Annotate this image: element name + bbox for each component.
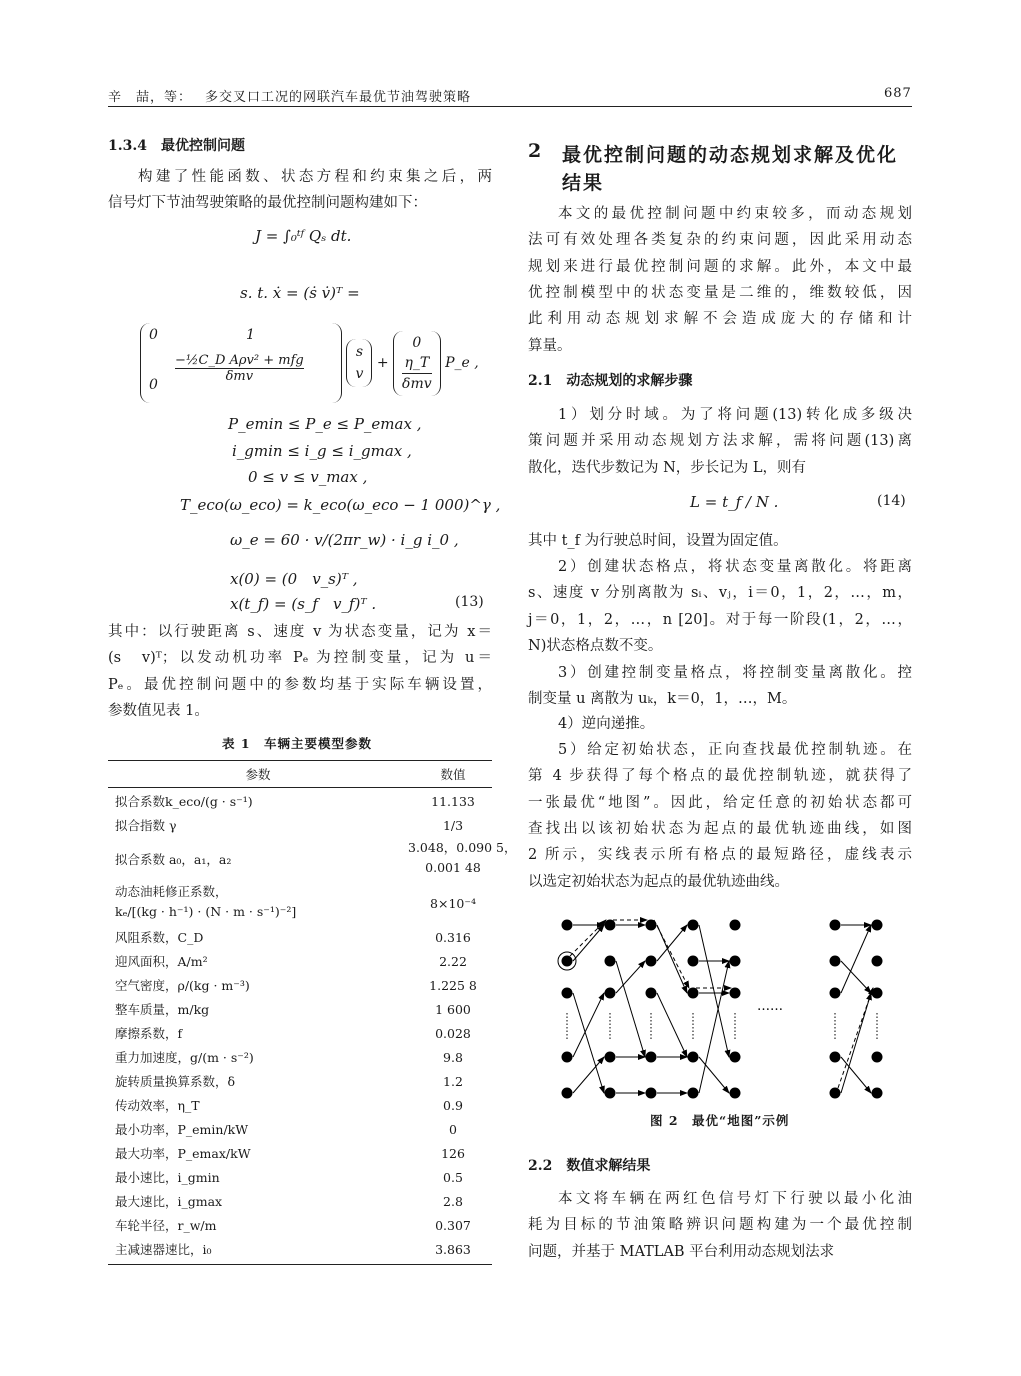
shortest-path-edge: [657, 925, 687, 961]
table-row: [108, 1166, 492, 1190]
param-cell: 旋转质量换算系数，δ: [115, 1074, 236, 1089]
step2-paragraph-line: N)状态格点数不变。: [528, 637, 663, 654]
table-row: [108, 974, 492, 998]
value-cell: 0.316: [435, 930, 471, 945]
table-row: [108, 950, 492, 974]
table-row: [108, 838, 517, 882]
dp-intro-paragraph-line: 法可有效处理各类复杂的约束问题，因此采用动态: [528, 232, 912, 249]
grid-node: [605, 1088, 616, 1099]
table-header-rule: [108, 787, 492, 788]
table-row: [108, 814, 492, 838]
step2-paragraph-line: s、速度 v 分别离散为 sᵢ、vⱼ，i＝0，1，2，…，m，: [528, 585, 912, 602]
section-heading-2: 最优控制问题的动态规划求解及优化: [562, 144, 899, 166]
grid-node: [646, 956, 657, 967]
eq-number-13: (13): [455, 594, 484, 610]
eq-cost-function: J = ∫₀ᵗᶠ Qₛ dt.: [255, 227, 352, 245]
param-cell: 整车质量，m/kg: [115, 1002, 210, 1017]
input-vector: 0 $\frac{\eta\_T}{\text{δmv}}$: [393, 331, 441, 396]
table-bottom-rule: [108, 1264, 492, 1265]
control-pe: P_e ,: [445, 355, 479, 371]
step1-paragraph-line: 策问题并采用动态规划方法求解，需将问题(13)离: [528, 433, 912, 450]
step5-paragraph-line: 一张最优“地图”。因此，给定任意的初始状态都可: [528, 794, 912, 811]
explain-paragraph-line: (s v)ᵀ；以发动机功率 Pₑ 为控制变量，记为 u＝: [108, 650, 492, 667]
intro-paragraph-line: 构建了性能函数、状态方程和约束集之后，两: [138, 169, 492, 185]
explain-paragraph-line: 其中：以行驶距离 s、速度 v 为状态变量，记为 x＝: [108, 624, 492, 640]
value-cell: 1.225 8: [429, 978, 477, 993]
value-cell: 0.9: [443, 1098, 463, 1113]
section-number-2: 2: [528, 140, 544, 162]
param-cell: 拟合系数 a₀，a₁，a₂: [115, 852, 232, 867]
grid-node: [646, 1052, 657, 1063]
intro-paragraph-line: 信号灯下节油驾驶策略的最优控制问题构建如下：: [108, 195, 427, 212]
eq-number-14: (14): [877, 493, 906, 509]
value-cell: 3.048，0.090 5， 0.001 48: [408, 840, 517, 875]
table-row: [108, 998, 492, 1022]
table-row: [108, 1190, 492, 1214]
grid-node: [872, 1088, 883, 1099]
grid-node: [688, 988, 699, 999]
step1-paragraph-line: 散化，迭代步数记为 N，步长记为 L，则有: [528, 459, 807, 476]
dp-intro-paragraph-line: 优控制模型中的状态变量是二维的，维数较低，因: [528, 284, 912, 301]
eq-initial-state: x(0) = (0 v_s)ᵀ ,: [230, 570, 358, 588]
grid-node: [872, 1052, 883, 1063]
shortest-path-edge: [699, 961, 729, 1093]
grid-node: [688, 920, 699, 931]
results-paragraph-line: 耗为目标的节油策略辨识问题构建为一个最优控制: [528, 1217, 912, 1234]
grid-node: [872, 988, 883, 999]
step3-paragraph-line: 制变量 u 离散为 uₖ，k＝0，1，…，M。: [528, 691, 797, 708]
step1-paragraph-line: 1）划分时域。为了将问题(13)转化成多级决: [558, 407, 912, 423]
shortest-path-edge: [657, 993, 687, 1057]
grid-node: [605, 920, 616, 931]
param-cell: 摩擦系数，f: [115, 1026, 183, 1041]
value-cell: 0: [449, 1122, 457, 1137]
value-cell: 8×10⁻⁴: [430, 896, 476, 911]
header-rule: [108, 106, 912, 107]
running-header-title: 多交叉口工况的网联汽车最优节油驾驶策略: [205, 90, 472, 105]
table-header-param: 参数: [245, 767, 271, 782]
table-row: [108, 1142, 492, 1166]
matrix-a11: 0: [149, 327, 158, 343]
table-row: [108, 882, 492, 926]
param-cell: 空气密度，ρ/(kg · m⁻³): [115, 978, 250, 993]
figure-caption: 图 2 最优“地图”示例: [650, 1113, 790, 1128]
dp-intro-paragraph-line: 算量。: [528, 337, 572, 354]
grid-node: [646, 988, 657, 999]
step2-paragraph-line: 2）创建状态格点，将状态变量离散化。将距离: [558, 559, 912, 575]
param-cell: 最大速比，i_gmax: [115, 1194, 223, 1209]
grid-node: [562, 956, 573, 967]
shortest-path-edge: [573, 993, 604, 1093]
table-row: [108, 1022, 492, 1046]
table-row: [108, 1118, 492, 1142]
shortest-path-edge: [841, 1057, 871, 1093]
value-cell: 9.8: [443, 1050, 463, 1065]
eq-engine-speed: ω_e = 60 · v/(2πr_w) · i_g i_0 ,: [230, 531, 459, 549]
grid-node: [730, 1088, 741, 1099]
section-heading-1-3-4: 1.3.4 最优控制问题: [108, 138, 245, 154]
shortest-path-edge: [841, 961, 871, 993]
value-cell: 0.5: [443, 1170, 463, 1185]
grid-node: [830, 1052, 841, 1063]
value-cell: 1 600: [435, 1002, 471, 1017]
value-cell: 2.8: [443, 1194, 463, 1209]
grid-node: [830, 920, 841, 931]
step5-paragraph-line: 第 4 步获得了每个格点的最优控制轨迹，就获得了: [528, 768, 912, 785]
param-cell: 最小速比，i_gmin: [115, 1170, 220, 1185]
param-cell: 拟合指数 γ: [115, 818, 177, 833]
value-cell: 3.863: [435, 1242, 471, 1257]
table-row: [108, 926, 492, 950]
step4-paragraph-line: 4）逆向递推。: [558, 716, 655, 732]
step2-paragraph-line: j＝0，1，2，…，n [20]。对于每一阶段(1，2，…，: [528, 611, 912, 628]
grid-node: [730, 920, 741, 931]
table-row: [108, 1094, 492, 1118]
eq-speed-constraint: 0 ≤ v ≤ v_max ,: [248, 468, 368, 486]
grid-node: [730, 956, 741, 967]
shortest-path-edge: [699, 925, 729, 1057]
grid-node: [605, 956, 616, 967]
state-vector: s v: [346, 339, 372, 387]
eq-step-length: L = t_f / N .: [690, 493, 779, 511]
step5-paragraph-line: 5）给定初始状态，正向查找最优控制轨迹。在: [558, 742, 912, 758]
plus-sign: +: [376, 355, 389, 371]
matrix-a12: 1: [246, 327, 255, 343]
param-cell: 重力加速度，g/(m · s⁻²): [115, 1050, 254, 1065]
grid-node: [872, 956, 883, 967]
grid-node: [562, 920, 573, 931]
results-paragraph-line: 问题，并基于 MATLAB 平台利用动态规划法求: [528, 1243, 835, 1260]
grid-node: [730, 1052, 741, 1063]
param-cell: 风阻系数，C_D: [115, 930, 204, 945]
dp-intro-paragraph-line: 此利用动态规划求解不会造成庞大的存储和计: [528, 311, 912, 328]
shortest-path-edge: [573, 1057, 604, 1093]
eq-state-derivative: s. t. ẋ = (ṡ v̇)ᵀ =: [240, 284, 360, 302]
subsection-2-2: 2.2 数值求解结果: [528, 1158, 651, 1174]
eq-state-matrix: [140, 323, 479, 403]
eq-final-state: x(t_f) = (s_f v_f)ᵀ .: [230, 595, 377, 613]
grid-node: [872, 920, 883, 931]
step5-paragraph-line: 2 所示，实线表示所有格点的最短路径，虚线表示: [528, 847, 912, 864]
value-cell: 126: [441, 1146, 465, 1161]
grid-node: [562, 1052, 573, 1063]
param-cell: 传动效率，η_T: [115, 1098, 200, 1113]
param-cell: 迎风面积，A/m²: [115, 954, 208, 969]
value-cell: 2.22: [439, 954, 467, 969]
grid-node: [605, 1052, 616, 1063]
step3-paragraph-line: 3）创建控制变量格点，将控制变量离散化。控: [558, 665, 912, 681]
table-row: [108, 1238, 492, 1262]
param-cell: 主减速器速比，i₀: [115, 1242, 212, 1257]
param-cell: 最小功率，P_emin/kW: [115, 1122, 249, 1137]
section-heading-2-cont: 结果: [562, 172, 605, 194]
explain-paragraph-line: 参数值见表 1。: [108, 702, 209, 719]
running-header-authors: 辛 喆，等：: [108, 90, 193, 105]
grid-node: [830, 988, 841, 999]
table-caption: 表 1 车辆主要模型参数: [222, 736, 373, 751]
table-row: [108, 1046, 492, 1070]
subsection-2-1: 2.1 动态规划的求解步骤: [528, 373, 693, 389]
optimal-map-figure: [540, 900, 910, 1110]
table-row: [108, 790, 492, 814]
figure-ellipsis: ……: [757, 999, 783, 1014]
table-header-value: 数值: [440, 767, 466, 782]
tf-note-line: 其中 t_f 为行驶总时间，设置为固定值。: [528, 533, 788, 549]
param-cell: 拟合系数k_eco/(g · s⁻¹): [115, 794, 253, 809]
param-cell: 最大功率，P_emax/kW: [115, 1146, 251, 1161]
table-top-rule: [108, 760, 492, 761]
explain-paragraph-line: Pₑ。最优控制问题中的参数均基于实际车辆设置，: [108, 676, 492, 693]
dp-intro-paragraph-line: 本文的最优控制问题中约束较多，而动态规划: [558, 206, 912, 222]
value-cell: 1.2: [443, 1074, 463, 1089]
grid-node: [562, 1088, 573, 1099]
matrix-a21: 0: [149, 377, 158, 393]
eq-torque: T_eco(ω_eco) = k_eco(ω_eco − 1 000)^γ ,: [180, 496, 501, 514]
grid-node: [830, 956, 841, 967]
shortest-path-edge: [841, 925, 871, 993]
grid-node: [688, 1088, 699, 1099]
dp-intro-paragraph-line: 规划来进行最优控制问题的求解。此外，本文中最: [528, 258, 912, 275]
value-cell: 11.133: [431, 794, 475, 809]
param-cell: 车轮半径，r_w/m: [115, 1218, 217, 1233]
results-paragraph-line: 本文将车辆在两红色信号灯下行驶以最小化油: [558, 1191, 912, 1207]
matrix-a22: −½C_D Aρv² + mfg δmv: [175, 353, 304, 384]
grid-node: [688, 956, 699, 967]
grid-node: [688, 1052, 699, 1063]
grid-node: [830, 1088, 841, 1099]
eq-ratio-constraint: i_gmin ≤ i_g ≤ i_gmax ,: [232, 442, 412, 460]
shortest-path-edge: [573, 993, 604, 1057]
grid-node: [605, 988, 616, 999]
grid-node: [646, 1088, 657, 1099]
value-cell: 0.028: [435, 1026, 471, 1041]
shortest-path-edge: [616, 961, 645, 1057]
shortest-path-edge: [573, 925, 604, 961]
grid-node: [730, 988, 741, 999]
step5-paragraph-line: 以选定初始状态为起点的最优轨迹曲线。: [528, 873, 789, 890]
table-row: [108, 1214, 492, 1238]
value-cell: 1/3: [442, 818, 464, 833]
value-cell: 0.307: [435, 1218, 471, 1233]
step5-paragraph-line: 查找出以该初始状态为起点的最优轨迹曲线，如图: [528, 820, 912, 837]
eq-power-constraint: P_emin ≤ P_e ≤ P_emax ,: [228, 415, 422, 433]
page-number: 687: [884, 86, 912, 101]
table-row: [108, 1070, 492, 1094]
param-cell: 动态油耗修正系数， kₑ/[(kg · h⁻¹) · (N · m · s⁻¹)⁻²]: [115, 884, 297, 919]
grid-node: [562, 988, 573, 999]
